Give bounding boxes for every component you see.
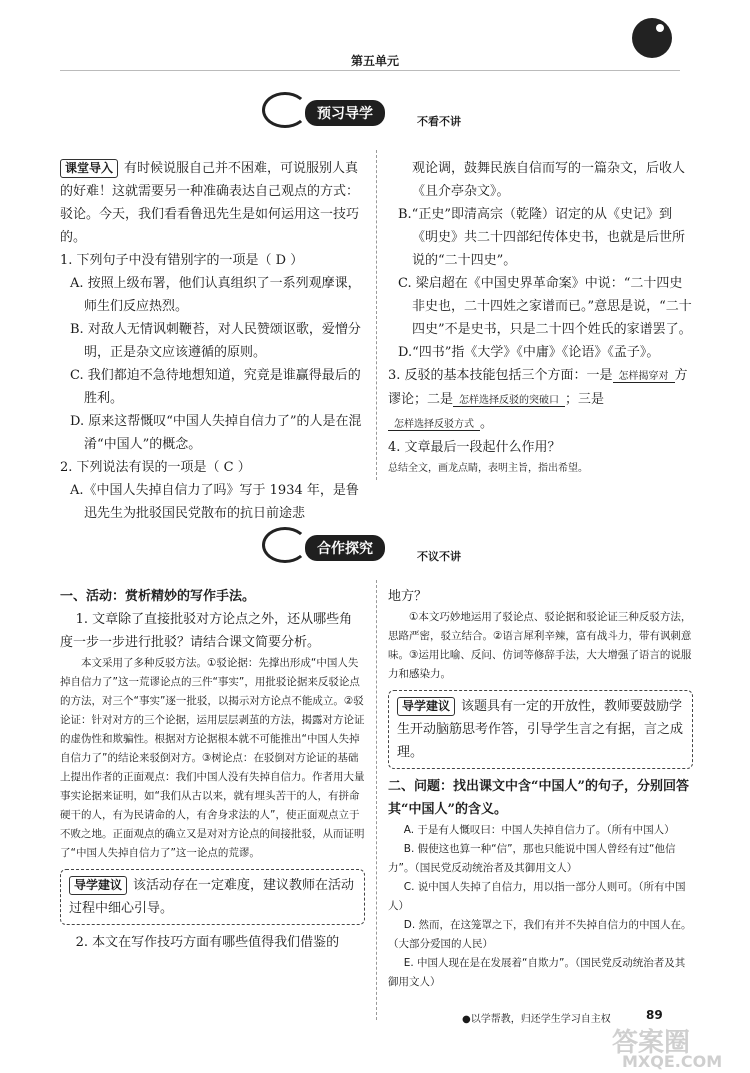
q2-option-d: D.“四书”指《大学》《中庸》《论语》《孟子》。 [398, 345, 660, 360]
teaching-tip-tag-2: 导学建议 [397, 697, 455, 716]
intro-tag: 课堂导入 [60, 159, 118, 178]
q1-option-d: D. 原来这帮慨叹“中国人失掉自信力了”的人是在混淆“中国人”的概念。 [70, 414, 362, 452]
left-column-top [60, 157, 365, 525]
swirl-ornament-icon [262, 92, 308, 128]
question-2: 2. 下列说法有误的一项是（ C ） [60, 460, 251, 475]
column-divider [376, 150, 377, 480]
section-note-explore: 不议不讲 [417, 550, 461, 563]
section-title-preview: 预习导学 [305, 100, 385, 126]
watermark-logo: 答案圈 [612, 1028, 691, 1058]
mascot-logo-icon [632, 18, 672, 58]
footer-slogan: ●以学帮教，归还学生学习自主权 [462, 1014, 611, 1025]
sentence-e: E. 中国人现在是在发展着“自欺力”。（国民党反动统治者及其御用文人） [388, 957, 686, 988]
question-1: 1. 下列句子中没有错别字的一项是（ D ） [60, 253, 304, 268]
sentence-c: C. 说中国人失掉了自信力，用以指一部分人则可。（所有中国人） [388, 881, 686, 912]
teaching-tip-box-2: 导学建议 该题具有一定的开放性，教师要鼓励学生开动脑筋思考作答，引导学生言之有据，言之成理。 [388, 690, 693, 769]
teaching-tip-box: 导学建议 该活动存在一定难度，建议教师在活动过程中细心引导。 [60, 869, 365, 925]
question-4: 4. 文章最后一段起什么作用？ [388, 440, 561, 455]
watermark-url: MXQE.COM [622, 1052, 723, 1071]
right-column-bottom [388, 585, 693, 992]
page-number: 89 [646, 1008, 663, 1022]
q2-option-b: B.“正史”即清高宗（乾隆）诏定的从《史记》到《明史》共二十四部纪传体史书，也就是后世所说的“二十四史”。 [398, 207, 686, 268]
q1-option-c: C. 我们都迫不急待地想知道，究竟是谁赢得最后的胜利。 [70, 368, 361, 406]
section-title-explore: 合作探究 [305, 535, 385, 561]
swirl-ornament-icon [262, 527, 308, 563]
activity-question-2-cont: 地方？ [388, 589, 428, 604]
q3-answer-2: 怎样选择反驳的突破口 [453, 395, 565, 407]
right-column-top [388, 157, 693, 479]
q2-option-a-cont: 观论调，鼓舞民族自信而写的一篇杂文，后收人《且介亭杂文》。 [412, 161, 686, 199]
teaching-tip-tag: 导学建议 [69, 876, 127, 895]
q3-answer-1: 怎样揭穿对 [613, 371, 675, 383]
header-rule [60, 70, 680, 71]
activity-question-2: 2. 本文在写作技巧方面有哪些值得我们借鉴的 [75, 935, 340, 950]
column-divider [376, 580, 377, 1020]
sentence-a: A. 于是有人慨叹曰：中国人失掉自信力了。（所有中国人） [403, 824, 675, 836]
q3-answer-3: 怎样选择反驳方式 [388, 419, 480, 431]
q1-option-a: A. 按照上级布署，他们认真组织了一系列观摩课，师生们反应热烈。 [70, 276, 361, 314]
left-column-bottom [60, 585, 365, 954]
q1-option-b: B. 对敌人无情讽刺鞭苔，对人民赞颂讴歌，爱憎分明，正是杂文应该遵循的原则。 [70, 322, 361, 360]
activity-answer-1: 本文采用了多种反驳方法。①驳论据：先撑出形成“中国人失掉自信力了”这一荒谬论点的三件“事实”，用批驳论据来反驳论点的方法，对三个“事实”逐一批驳，以揭示对方论点不能成立。②驳论证：针对对方的三个论据，运用层层剥茧的方法，揭露对方论证的虚伪性和欺骗性。根据对方论据根本就不可能推出“中国人失掉自信力了”的结论来驳倒对方。③树论点：在驳倒对方论证的基础上提出作者的正面观点：我们中国人没有失掉自信力。作者用大量事实论据来证明，如“我们从古以来，就有埋头苦干的人，有拼命硬干的人，有为民请命的人，有舍身求法的人”，使正面观点立于不败之地。正面观点的确立又是对对方论点的间接批驳，从而证明了“中国人失掉自信力了”这一论点的荒谬。 [60, 657, 365, 859]
activity-answer-2: ①本文巧妙地运用了驳论点、驳论据和驳论证三种反驳方法，思路严密，驳立结合。②语言犀利辛辣，富有战斗力，带有讽刺意味。③运用比喻、反问、仿词等修辞手法，大大增强了语言的说服力和感染力。 [388, 611, 692, 680]
activity-question-1: 1. 文章除了直接批驳对方论点之外，还从哪些角度一步一步进行批驳？请结合课文简要分析。 [60, 612, 353, 650]
intro-paragraph: 课堂导入 有时候说服自己并不困难，可说服别人真的好难！这就需要另一种准确表达自己观点的方式：驳论。今天，我们看看鲁迅先生是如何运用这一技巧的。 [60, 161, 360, 245]
sentence-b: B. 假使这也算一种“信”，那也只能说中国人曾经有过“他信力”。（国民党反动统治者及其御用文人） [388, 843, 676, 874]
q4-answer: 总结全文，画龙点睛，表明主旨，指出希望。 [388, 463, 588, 474]
question-3: 3. 反驳的基本技能包括三个方面：一是 怎样揭穿对 方谬论；二是 怎样选择反驳的突破口 ；三是 怎样选择反驳方式 。 [388, 368, 688, 431]
unit-title: 第五单元 [350, 54, 399, 68]
sentence-d: D. 然而，在这笼罩之下，我们有并不失掉自信力的中国人在。（大部分爱国的人民） [388, 919, 692, 950]
section-note-preview: 不看不讲 [417, 115, 461, 128]
problem-title: 二、问题：找出课文中含“中国人”的句子，分别回答其“中国人”的含义。 [388, 779, 689, 817]
activity-title: 一、活动：赏析精妙的写作手法。 [60, 589, 256, 604]
q2-option-c: C. 梁启超在《中国史界革命案》中说：“二十四史非史也，二十四姓之家谱而已。”意思是说，“二十四史”不是史书，只是二十四个姓氏的家谱罢了。 [398, 276, 692, 337]
q2-option-a: A.《中国人失掉自信力了吗》写于 1934 年，是鲁迅先生为批驳国民党散布的抗日前途悲 [70, 483, 359, 521]
